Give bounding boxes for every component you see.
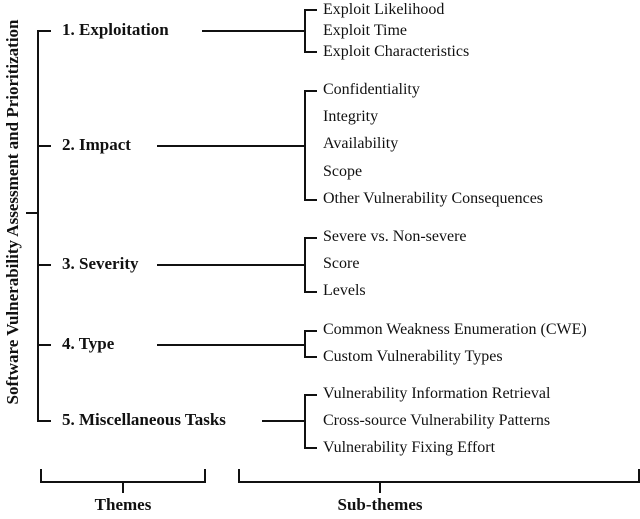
connector-miscellaneous [262,420,305,422]
theme-impact: 2. Impact [62,135,131,154]
footer-subthemes-bracket-base [238,481,640,483]
bracket-severity-top [304,237,317,239]
subtheme-exploit-time: Exploit Time [323,22,408,39]
theme-tick-5 [37,420,51,422]
theme-exploitation: 1. Exploitation [62,20,169,39]
subtheme-exploit-likelihood: Exploit Likelihood [323,1,445,18]
subtheme-exploit-characteristics: Exploit Characteristics [323,43,470,60]
connector-severity [157,264,305,266]
theme-tick-1 [37,30,51,32]
connector-impact [157,145,305,147]
connector-exploitation [202,30,305,32]
bracket-misc-top [304,394,317,396]
subtheme-availability: Availability [323,135,399,152]
theme-tick-3 [37,264,51,266]
theme-severity: 3. Severity [62,254,139,273]
bracket-exploitation-bottom [304,51,317,53]
bracket-severity-bottom [304,291,317,293]
subtheme-severe-vs-nonsevere: Severe vs. Non-severe [323,228,467,245]
connector-type [157,344,305,346]
theme-miscellaneous: 5. Miscellaneous Tasks [62,410,226,429]
footer-themes-bracket-right [204,469,206,482]
root-vertical-line [37,30,39,421]
footer-subthemes-label: Sub-themes [337,495,423,514]
bracket-misc-vertical [304,394,306,449]
footer-subthemes-bracket-tick [379,482,381,493]
diagram-title: Software Vulnerability Assessment and Prioritization [3,19,22,405]
subtheme-integrity: Integrity [323,108,379,125]
bracket-severity-vertical [304,237,306,293]
bracket-misc-bottom [304,447,317,449]
bracket-impact-bottom [304,199,317,201]
bracket-type-vertical [304,330,306,358]
theme-tick-4 [37,344,51,346]
subtheme-scope: Scope [323,163,363,180]
footer-themes-label: Themes [94,495,152,514]
bracket-type-bottom [304,356,317,358]
bracket-type-top [304,330,317,332]
bracket-exploitation-vertical [304,9,306,53]
subtheme-cross-source-patterns: Cross-source Vulnerability Patterns [323,412,551,429]
bracket-exploitation-top [304,9,317,11]
bracket-impact-top [304,90,317,92]
footer-themes-bracket-tick [122,482,124,493]
subtheme-confidentiality: Confidentiality [323,81,420,98]
bracket-impact-vertical [304,90,306,201]
subtheme-levels: Levels [323,282,366,299]
subtheme-score: Score [323,255,360,272]
subtheme-custom-types: Custom Vulnerability Types [323,348,503,365]
theme-tick-2 [37,145,51,147]
theme-type: 4. Type [62,334,115,353]
subtheme-fixing-effort: Vulnerability Fixing Effort [323,439,496,456]
subtheme-cwe: Common Weakness Enumeration (CWE) [323,321,587,338]
subtheme-info-retrieval: Vulnerability Information Retrieval [323,385,551,402]
subtheme-other-consequences: Other Vulnerability Consequences [323,190,544,207]
